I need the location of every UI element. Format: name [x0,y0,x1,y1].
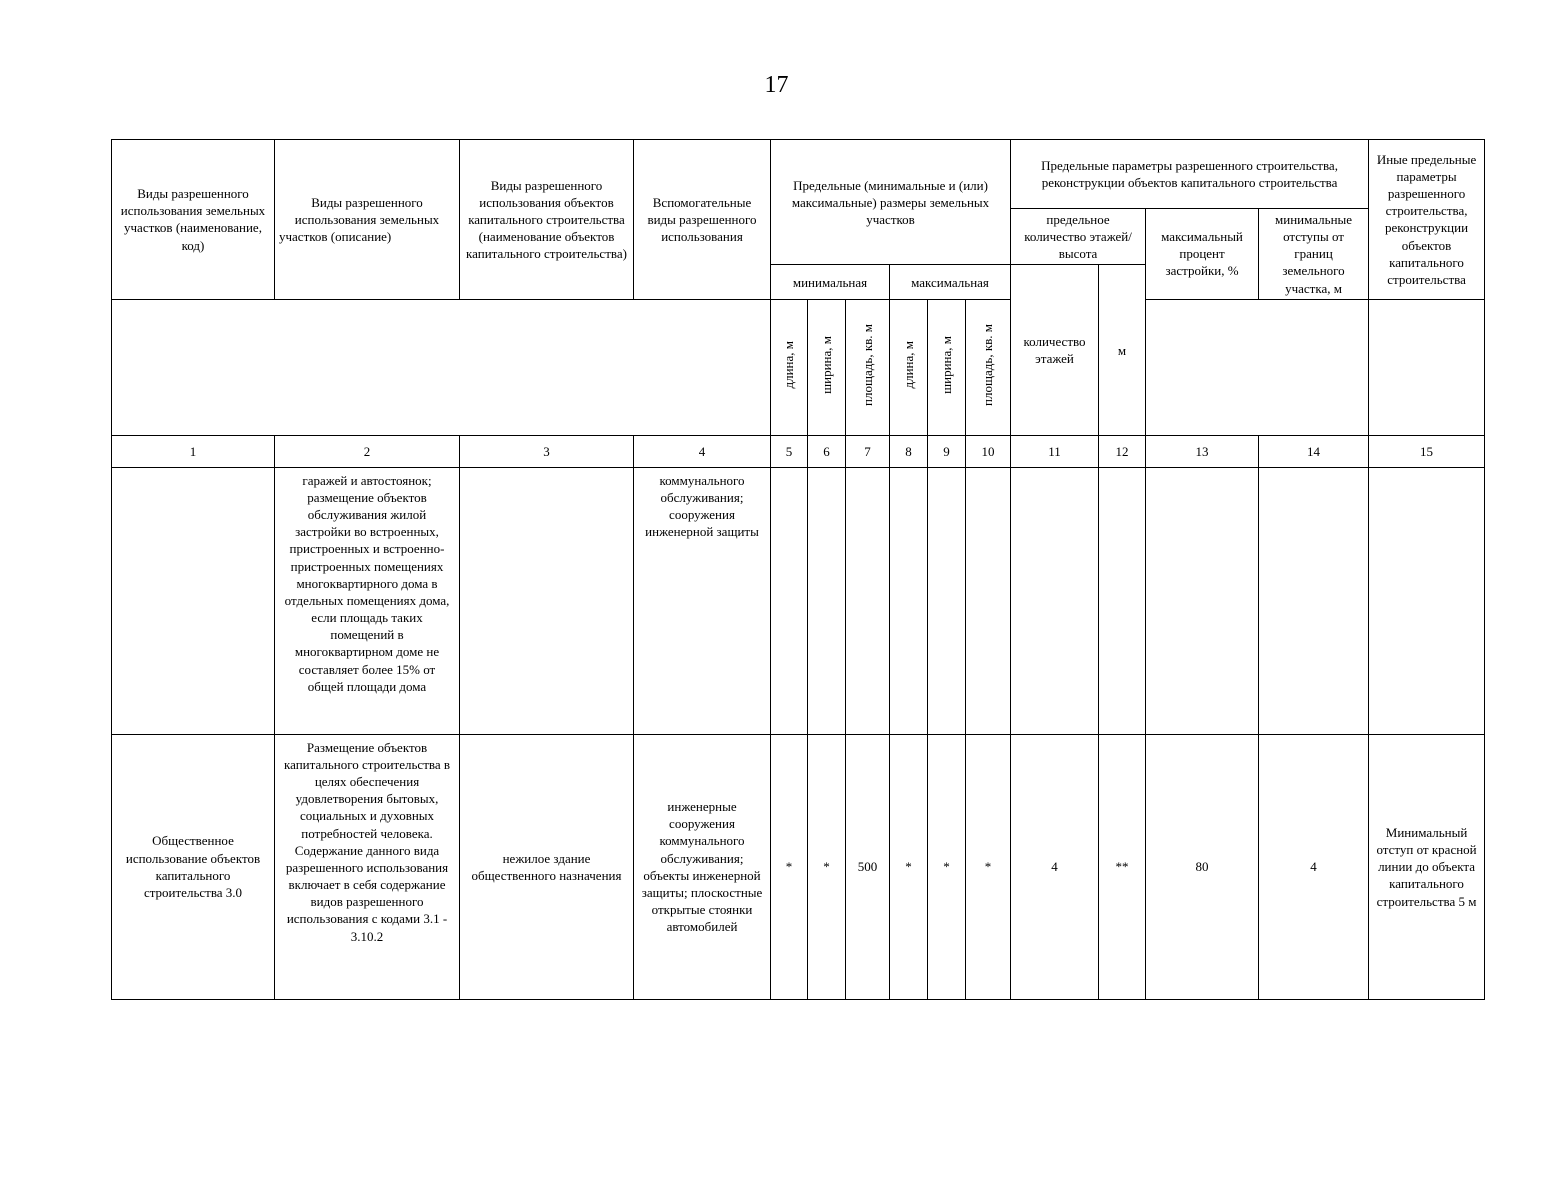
header-min-setback: минимальные отступы от границ земельного участка, м [1259,209,1369,300]
cell-height [1099,467,1146,734]
header-col1: Виды разрешенного использования земельных участков (наименование, код) [112,140,275,300]
cell-other-params [1369,467,1485,734]
header-floors-count: количество этажей [1011,265,1099,435]
cell-use-description: Размещение объектов капитального строительства в целях обеспечения удовлетворения бытовых, социальных и духовных потребностей человека. Содержание данного вида разрешенного использования включает в себя содержание видов разрешенного использования с кодами 3.1 - 3.10.2 [275,734,460,999]
spacer [112,299,771,435]
cell-use-name: Общественное использование объектов капитального строительства 3.0 [112,734,275,999]
col-number: 13 [1146,435,1259,467]
cell-max-percent: 80 [1146,734,1259,999]
cell-max-percent [1146,467,1259,734]
col-number: 11 [1011,435,1099,467]
col-number: 5 [771,435,808,467]
cell-max-area: * [966,734,1011,999]
cell-use-name [112,467,275,734]
col-number: 7 [846,435,890,467]
header-col3: Виды разрешенного использования объектов капитального строительства (наименование объектов капитального строительства) [460,140,634,300]
header-min: минимальная [771,265,890,299]
regulations-table [111,139,1485,1000]
col-number: 6 [808,435,846,467]
header-col15: Иные предельные параметры разрешенного строительства, реконструкции объектов капитального строительства [1369,140,1485,300]
table-row [112,734,1485,999]
header-row [112,299,1485,435]
header-col4: Вспомогательные виды разрешенного использования [634,140,771,300]
col-number: 14 [1259,435,1369,467]
cell-auxiliary-uses: инженерные сооружения коммунального обслуживания; объекты инженерной защиты; плоскостные открытые стоянки автомобилей [634,734,771,999]
spacer [1146,299,1369,435]
cell-max-length [890,467,928,734]
cell-min-length: * [771,734,808,999]
col-number: 2 [275,435,460,467]
spacer [1369,299,1485,435]
col-number: 12 [1099,435,1146,467]
col-number: 1 [112,435,275,467]
cell-auxiliary-uses: коммунального обслуживания; сооружения инженерной защиты [634,467,771,734]
cell-max-width [928,467,966,734]
cell-max-width: * [928,734,966,999]
page-number: 17 [764,72,789,98]
col-number: 15 [1369,435,1485,467]
header-max-area: площадь, кв. м [966,299,1011,435]
cell-min-area [846,467,890,734]
column-numbers-row [112,435,1485,467]
cell-max-area [966,467,1011,734]
col-number: 3 [460,435,634,467]
header-min-width: ширина, м [808,299,846,435]
cell-building-type: нежилое здание общественного назначения [460,734,634,999]
col-number: 8 [890,435,928,467]
cell-other-params: Минимальный отступ от красной линии до объекта капитального строительства 5 м [1369,734,1485,999]
cell-min-width: * [808,734,846,999]
header-min-area: площадь, кв. м [846,299,890,435]
header-max-length: длина, м [890,299,928,435]
header-max-percent: максимальный процент застройки, % [1146,209,1259,300]
header-row [112,140,1485,209]
col-number: 10 [966,435,1011,467]
cell-floors [1011,467,1099,734]
cell-min-setback: 4 [1259,734,1369,999]
header-min-length: длина, м [771,299,808,435]
header-max: максимальная [890,265,1011,299]
col-number: 4 [634,435,771,467]
col-number: 9 [928,435,966,467]
header-floors-group: предельное количество этажей/высота [1011,209,1146,265]
header-max-width: ширина, м [928,299,966,435]
cell-min-length [771,467,808,734]
cell-floors: 4 [1011,734,1099,999]
table-row [112,467,1485,734]
cell-max-length: * [890,734,928,999]
cell-use-description: гаражей и автостоянок; размещение объектов обслуживания жилой застройки во встроенных, пристроенных и встроенно-пристроенных помещениях многоквартирного дома в отдельных помещениях дома, если площадь таких помещений в многоквартирном доме не составляет более 15% от общей площади дома [275,467,460,734]
header-meters: м [1099,265,1146,435]
header-col2: Виды разрешенного использования земельных участков (описание) [275,140,460,300]
cell-height: ** [1099,734,1146,999]
header-building-params: Предельные параметры разрешенного строительства, реконструкции объектов капитального строительства [1011,140,1369,209]
cell-min-setback [1259,467,1369,734]
header-plot-sizes: Предельные (минимальные и (или) максимальные) размеры земельных участков [771,140,1011,265]
cell-min-width [808,467,846,734]
cell-min-area: 500 [846,734,890,999]
cell-building-type [460,467,634,734]
